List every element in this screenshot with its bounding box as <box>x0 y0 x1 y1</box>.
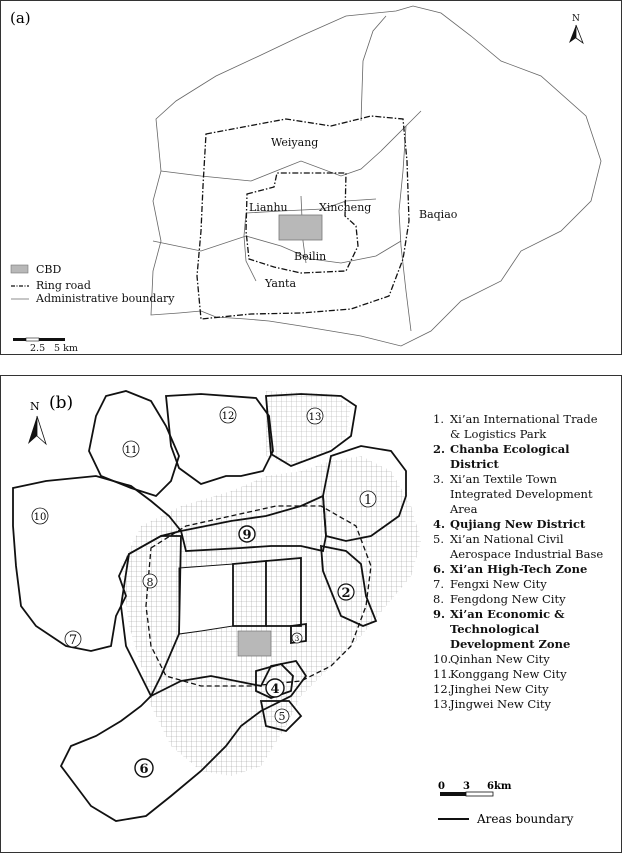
zone-legend-item <box>433 592 623 607</box>
zone-legend-text: District <box>450 457 499 471</box>
zone-legend-text: & Logistics Park <box>450 427 547 441</box>
zone-legend-text: Area <box>450 502 478 516</box>
svg-text:6: 6 <box>139 762 149 777</box>
zone-legend-item <box>433 472 623 517</box>
svg-text:N: N <box>30 400 40 413</box>
cbd-swatch <box>11 265 28 273</box>
zone-legend-text: Integrated Development <box>450 487 593 501</box>
zone-legend-number: 8. <box>433 592 444 606</box>
svg-text:2: 2 <box>341 586 351 601</box>
cbd-area <box>279 215 322 240</box>
zone-legend-text: Fengxi New City <box>450 577 547 591</box>
zone-legend-number: 7. <box>433 577 444 591</box>
admin-boundaries <box>151 6 601 346</box>
svg-text:7: 7 <box>68 633 78 648</box>
zone-legend-text: Jingwei New City <box>450 697 552 711</box>
legend-admin: Administrative boundary <box>36 292 175 305</box>
north-arrow-icon <box>569 14 583 43</box>
svg-text:10: 10 <box>33 512 47 523</box>
district-yanta: Yanta <box>265 277 297 290</box>
zone-legend-number: 10. <box>433 652 452 666</box>
zone-legend-item <box>433 442 623 472</box>
panel-b-label: (b) <box>49 393 74 413</box>
zone-legend-item <box>433 532 623 562</box>
district-beilin: Beilin <box>294 250 327 263</box>
zone-legend-number: 9. <box>433 607 446 621</box>
zone-legend-item <box>433 652 623 667</box>
svg-text:5: 5 <box>278 710 286 723</box>
zone-legend-number: 1. <box>433 412 444 426</box>
scale-bar-a <box>13 338 78 354</box>
zone-legend-number: 5. <box>433 532 444 546</box>
zone-legend-item <box>433 577 623 592</box>
zone-legend-number: 3. <box>433 472 444 486</box>
svg-text:3: 3 <box>294 635 300 643</box>
zone-legend-item <box>433 412 623 442</box>
zone-legend-text: Aerospace Industrial Base <box>450 547 604 561</box>
district-lianhu: Lianhu <box>249 201 288 214</box>
map-a-svg <box>1 1 623 356</box>
district-baqiao: Baqiao <box>419 208 458 221</box>
zone-legend-text: Technological <box>450 622 540 636</box>
zone-legend-text: Xi’an National Civil <box>450 532 564 546</box>
zone-legend-text: Konggang New City <box>450 667 567 681</box>
legend-ring-road: Ring road <box>36 279 91 292</box>
district-weiyang: Weiyang <box>271 136 319 149</box>
zone-legend-text: Qujiang New District <box>450 517 586 531</box>
zone-legend-number: 13. <box>433 697 452 711</box>
legend-areas-boundary: Areas boundary <box>477 812 574 826</box>
north-arrow-b-icon <box>28 400 46 444</box>
svg-text:12: 12 <box>221 411 235 422</box>
svg-text:11: 11 <box>124 445 138 456</box>
zone-legend-number: 11. <box>433 667 452 681</box>
zone-legend-text: Fengdong New City <box>450 592 566 606</box>
svg-text:2.5: 2.5 <box>30 343 46 354</box>
zone-legend-number: 4. <box>433 517 446 531</box>
zone-legend-item <box>433 682 623 697</box>
map-panel-b <box>0 375 622 853</box>
zone-legend-item <box>433 517 623 532</box>
svg-text:8: 8 <box>146 576 154 589</box>
zone-legend-text: Xi’an Textile Town <box>450 472 557 486</box>
legend-a <box>11 263 175 305</box>
zone-legend-text: Xi’an Economic & <box>450 607 565 621</box>
svg-text:0: 0 <box>438 781 445 792</box>
zone-legend <box>433 412 623 712</box>
svg-text:9: 9 <box>242 528 252 543</box>
zone-legend-item <box>433 607 623 652</box>
svg-text:6km: 6km <box>487 781 512 792</box>
zone-legend-number: 12. <box>433 682 452 696</box>
zone-legend-text: Xi’an High-Tech Zone <box>450 562 588 576</box>
district-xincheng: Xincheng <box>319 201 372 214</box>
zone-legend-text: Qinhan New City <box>450 652 550 666</box>
zone-legend-text: Jinghei New City <box>450 682 549 696</box>
panel-a-label: (a) <box>10 9 31 27</box>
zone-legend-number: 2. <box>433 442 446 456</box>
svg-text:13: 13 <box>308 412 322 423</box>
svg-text:3: 3 <box>463 781 470 792</box>
zone-legend-text: Xi’an International Trade <box>450 412 598 426</box>
panel-a-labels <box>249 136 458 290</box>
svg-text:5 km: 5 km <box>54 343 78 354</box>
zone-legend-item <box>433 697 623 712</box>
svg-text:1: 1 <box>363 493 373 508</box>
zone-legend-text: Chanba Ecological <box>450 442 570 456</box>
zone-legend-text: Development Zone <box>450 637 571 651</box>
svg-text:N: N <box>572 14 580 24</box>
zone-legend-number: 6. <box>433 562 446 576</box>
scale-bar-b <box>438 781 574 826</box>
zone-legend-item <box>433 667 623 682</box>
legend-cbd: CBD <box>36 263 62 276</box>
map-panel-a <box>0 0 622 355</box>
zone-legend-item <box>433 562 623 577</box>
svg-text:4: 4 <box>270 682 280 697</box>
